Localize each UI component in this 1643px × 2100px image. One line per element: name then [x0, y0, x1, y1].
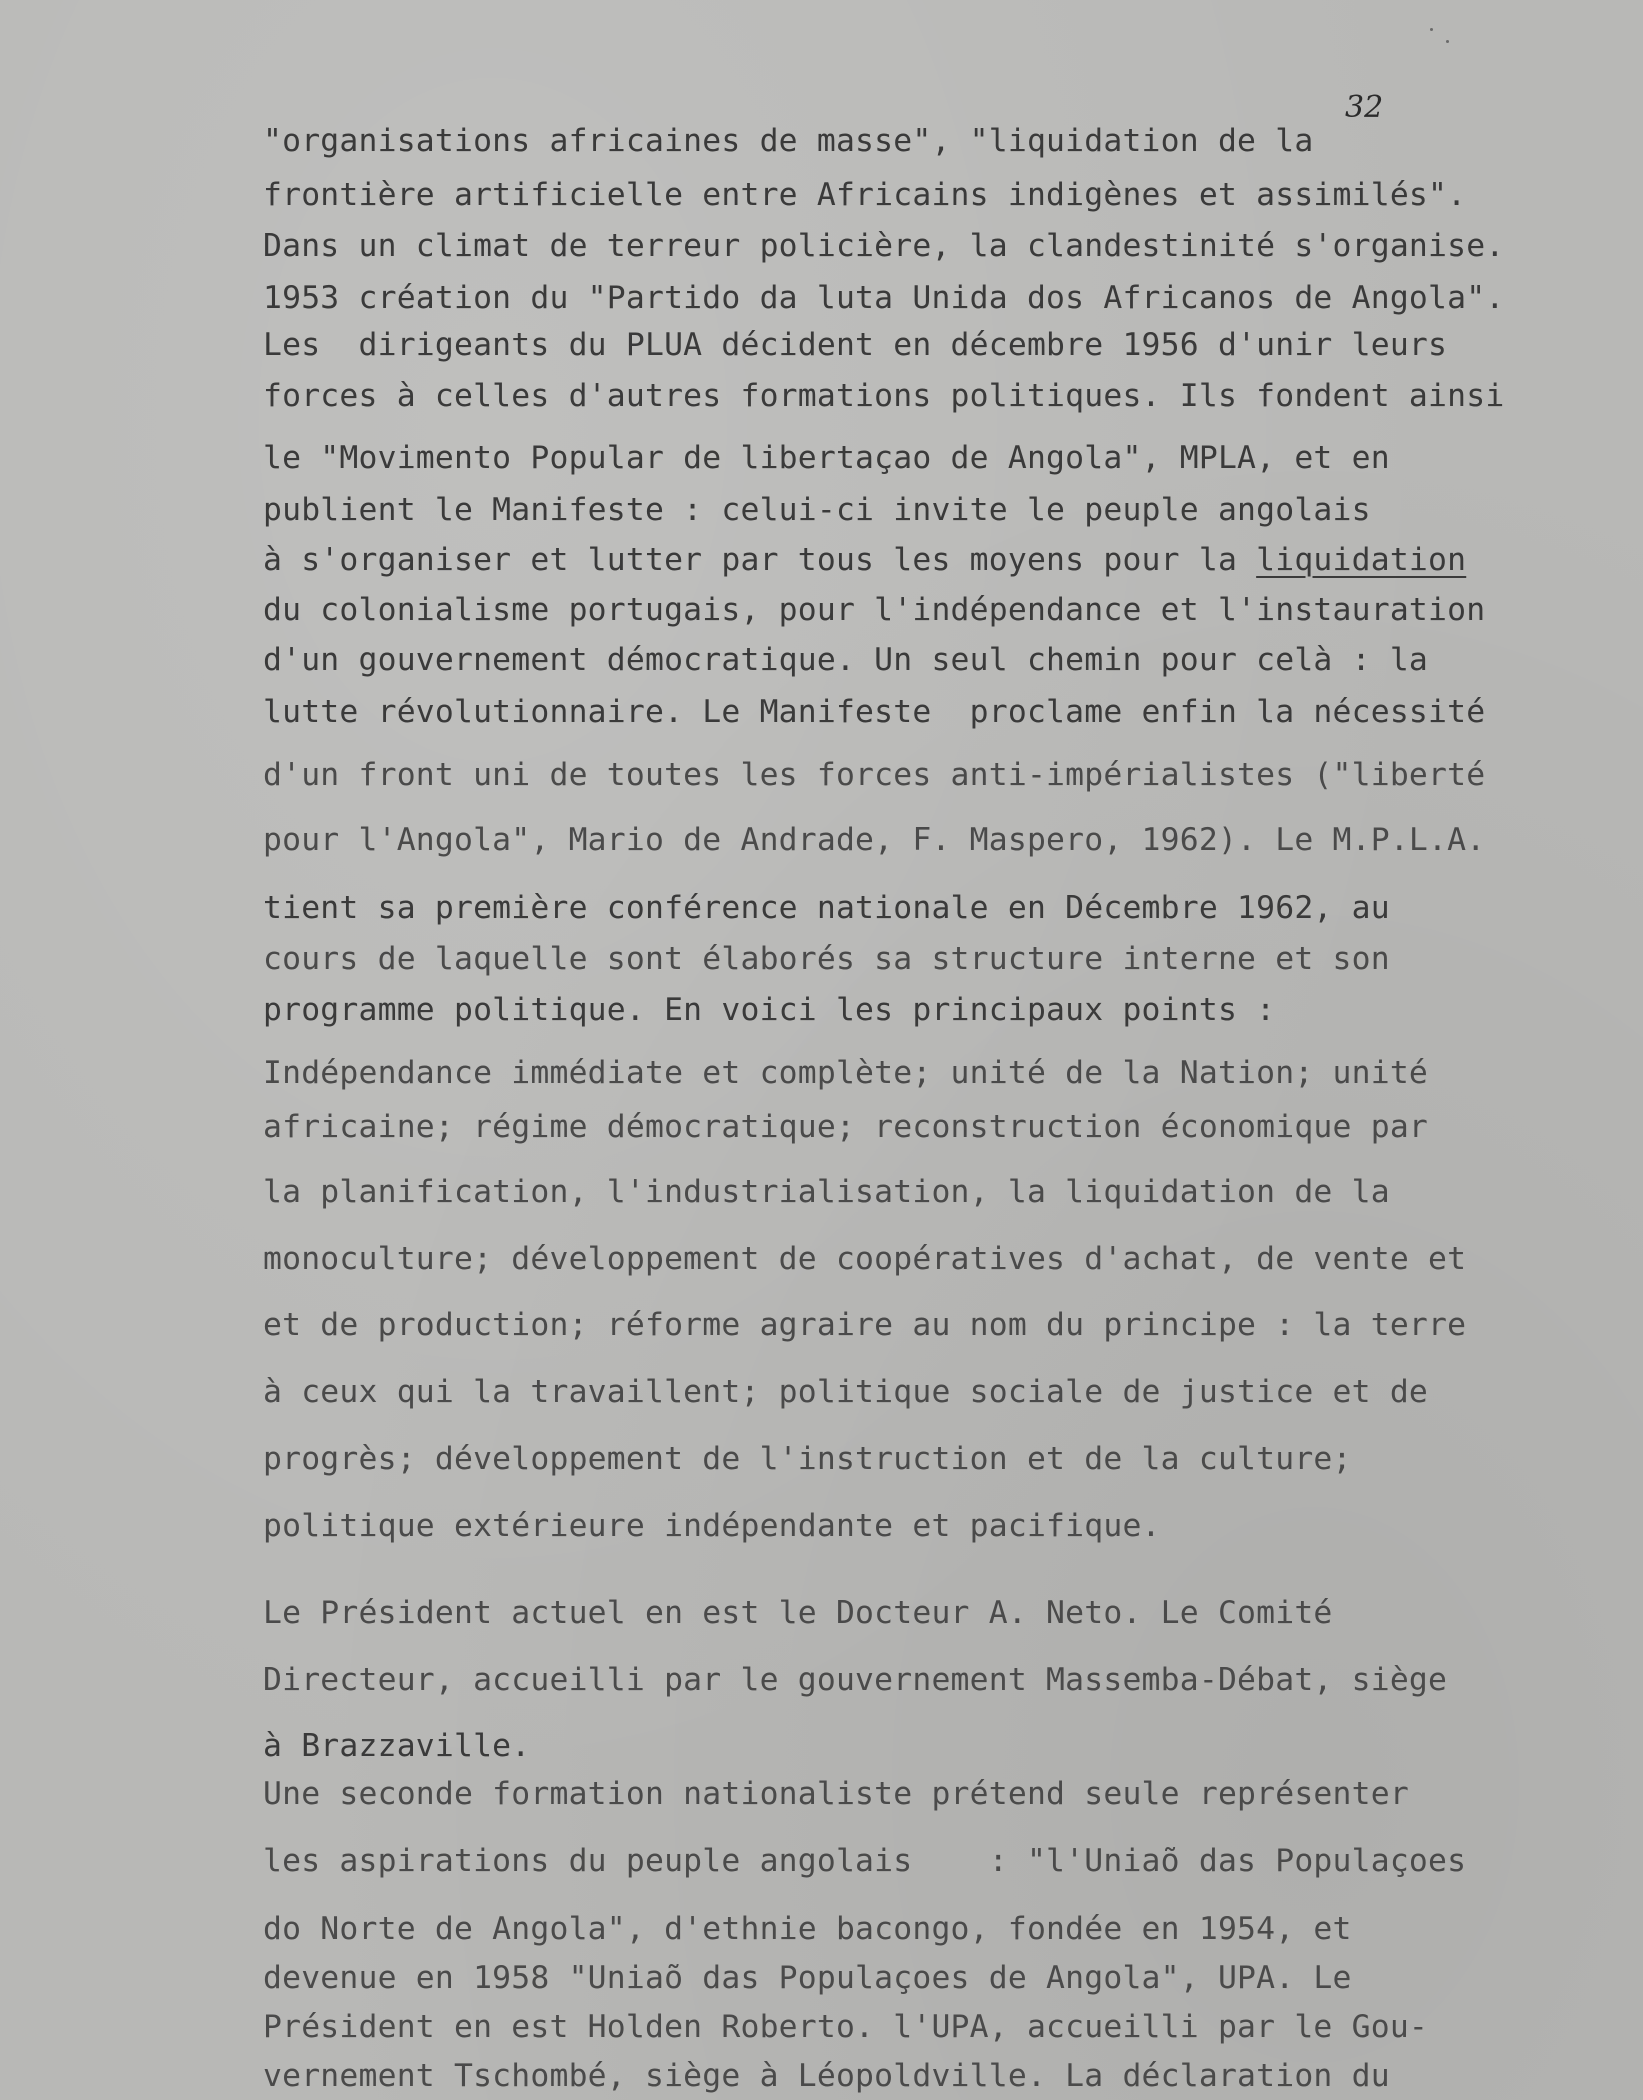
- text-line: tient sa première conférence nationale en Décembre 1962, au: [263, 890, 1390, 926]
- text-line: progrès; développement de l'instruction et de la culture;: [263, 1441, 1352, 1477]
- text-line: vernement Tschombé, siège à Léopoldville. La déclaration du: [263, 2058, 1390, 2094]
- text-line: africaine; régime démocratique; reconstruction économique par: [263, 1109, 1429, 1145]
- text-line: d'un front uni de toutes les forces anti-impérialistes ("liberté: [263, 757, 1486, 793]
- text-line: 1953 création du "Partido da luta Unida dos Africanos de Angola".: [263, 280, 1505, 316]
- underlined-word: liquidation: [1256, 542, 1467, 578]
- text-line: politique extérieure indépendante et pacifique.: [263, 1508, 1161, 1544]
- text-line: programme politique. En voici les principaux points :: [263, 992, 1276, 1028]
- text-line: du colonialisme portugais, pour l'indépendance et l'instauration: [263, 592, 1486, 628]
- paper-speck: [1430, 28, 1433, 31]
- text-line: cours de laquelle sont élaborés sa structure interne et son: [263, 941, 1390, 977]
- text-line: Le Président actuel en est le Docteur A. Neto. Le Comité: [263, 1595, 1333, 1631]
- text-line: frontière artificielle entre Africains indigènes et assimilés".: [263, 177, 1467, 213]
- text-line: à Brazzaville.: [263, 1728, 531, 1764]
- text-line: do Norte de Angola", d'ethnie bacongo, fondée en 1954, et: [263, 1911, 1352, 1947]
- text-line: [263, 542, 1467, 578]
- text-line: "organisations africaines de masse", "liquidation de la: [263, 123, 1314, 159]
- text-line: Une seconde formation nationaliste prétend seule représenter: [263, 1776, 1409, 1812]
- text-line: Dans un climat de terreur policière, la clandestinité s'organise.: [263, 228, 1505, 264]
- text-line: le "Movimento Popular de libertaçao de Angola", MPLA, et en: [263, 440, 1390, 476]
- text-line-start: à s'organiser et lutter par tous les moyens pour la: [263, 542, 1257, 578]
- text-line: la planification, l'industrialisation, la liquidation de la: [263, 1174, 1390, 1210]
- text-line: pour l'Angola", Mario de Andrade, F. Maspero, 1962). Le M.P.L.A.: [263, 822, 1486, 858]
- text-line: Les dirigeants du PLUA décident en décembre 1956 d'unir leurs: [263, 327, 1448, 363]
- text-line: Indépendance immédiate et complète; unité de la Nation; unité: [263, 1055, 1429, 1091]
- page-number: 32: [1345, 90, 1384, 125]
- text-line: monoculture; développement de coopératives d'achat, de vente et: [263, 1241, 1467, 1277]
- text-line: lutte révolutionnaire. Le Manifeste proclame enfin la nécessité: [263, 694, 1486, 730]
- paper-speck: [1446, 40, 1449, 43]
- text-line: et de production; réforme agraire au nom du principe : la terre: [263, 1307, 1467, 1343]
- text-line: devenue en 1958 "Uniaõ das Populaçoes de Angola", UPA. Le: [263, 1960, 1352, 1996]
- text-line: publient le Manifeste : celui-ci invite le peuple angolais: [263, 492, 1371, 528]
- text-line: Président en est Holden Roberto. l'UPA, accueilli par le Gou-: [263, 2009, 1429, 2045]
- text-line: d'un gouvernement démocratique. Un seul chemin pour celà : la: [263, 642, 1429, 678]
- text-line: Directeur, accueilli par le gouvernement Massemba-Débat, siège: [263, 1662, 1448, 1698]
- text-line: les aspirations du peuple angolais : "l'Uniaõ das Populaçoes: [263, 1843, 1467, 1879]
- text-line: forces à celles d'autres formations politiques. Ils fondent ainsi: [263, 378, 1505, 414]
- text-line: à ceux qui la travaillent; politique sociale de justice et de: [263, 1374, 1429, 1410]
